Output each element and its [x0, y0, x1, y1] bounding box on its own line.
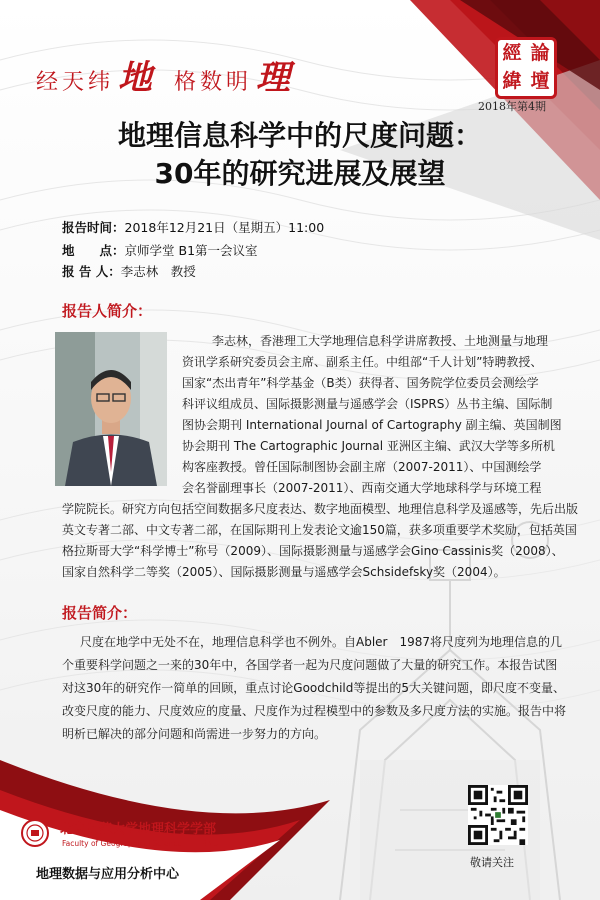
- slogan-part-1: 经天纬: [36, 70, 115, 95]
- speaker-photo: [55, 332, 167, 486]
- report-place: [62, 241, 258, 259]
- bio-line: 国家自然科学二等奖（2005）、国际摄影测量与遥感学会Schsidefsky奖（2004）。: [62, 565, 506, 579]
- report-speaker-label: 报 告 人：: [62, 264, 121, 279]
- abstract-line: 改变尺度的能力、尺度效应的度量、尺度作为过程模型中的参数及多尺度方法的实施。报告中将: [62, 704, 567, 718]
- school-name-en: Faculty of Geographical Science: [62, 839, 182, 848]
- qr-code[interactable]: [468, 785, 528, 845]
- seal-char: 緯: [502, 70, 522, 92]
- report-speaker: [62, 262, 196, 280]
- report-place-label: 地 点：: [62, 243, 125, 258]
- seal-char: 經: [502, 42, 522, 64]
- slogan-part-3: 格数明: [174, 70, 253, 95]
- seal-char: 論: [530, 42, 550, 64]
- abstract-line: 对这30年的研究作一简单的回顾，重点讨论Goodchild等提出的5大关键问题，即尺度不变量、: [62, 681, 565, 695]
- report-time: [62, 218, 324, 236]
- bio-line: 图协会期刊 International Journal of Cartography 副主编、英国制图: [182, 418, 562, 432]
- slogan-part-2: 地: [118, 58, 153, 98]
- bnu-emblem-icon: [20, 818, 50, 848]
- issue-number: 2018年第4期: [478, 100, 546, 113]
- slogan-part-4: 理: [256, 58, 291, 98]
- bio-line: 格拉斯哥大学“科学博士”称号（2009）、国际摄影测量与遥感学会Gino Cassinis奖（2008）、: [62, 544, 564, 558]
- bio-line: 会名誉副理事长（2007-2011）、西南交通大学地球科学与环境工程: [182, 481, 542, 495]
- bio-line: 学院院长。研究方向包括空间数据多尺度表达、数字地面模型、地理信息科学及遥感等，先后出版: [62, 502, 579, 516]
- bnu-abbrev: BNU: [202, 839, 219, 848]
- report-title-line-2: 30年的研究进展及展望: [154, 157, 446, 190]
- report-time-label: 报告时间：: [62, 220, 125, 235]
- forum-seal-logo: [495, 37, 557, 99]
- report-time-value: 2018年12月21日（星期五）11:00: [124, 220, 325, 235]
- qr-caption: 敬请关注: [470, 856, 514, 869]
- report-intro-heading: 报告简介：: [62, 604, 138, 622]
- seal-char: 壇: [530, 70, 550, 92]
- report-speaker-value: 李志林 教授: [120, 264, 196, 279]
- report-place-value: 京师学堂 B1第一会议室: [124, 243, 258, 258]
- data-center-name: 地理数据与应用分析中心: [36, 867, 180, 882]
- abstract-line: 尺度在地学中无处不在，地理信息科学也不例外。自Abler 1987将尺度列为地理信息的几: [80, 635, 563, 649]
- school-name-cn: 北京师范大学地理科学学部: [60, 822, 217, 837]
- abstract-line: 明析已解决的部分问题和尚需进一步努力的方向。: [62, 727, 327, 741]
- bio-line: 国家“杰出青年”科学基金（B类）获得者、国务院学位委员会测绘学: [182, 376, 539, 390]
- bio-line: 李志林，香港理工大学地理信息科学讲席教授、土地测量与地理: [212, 334, 549, 348]
- speaker-intro-heading: 报告人简介：: [62, 302, 153, 320]
- report-title-line-1: 地理信息科学中的尺度问题：: [117, 119, 482, 152]
- slogan: [36, 50, 290, 99]
- bio-line: 科评议组成员、国际摄影测量与遥感学会（ISPRS）丛书主编、国际制: [182, 397, 553, 411]
- bio-line: 构客座教授。曾任国际制图协会副主席（2007-2011）、中国测绘学: [182, 460, 542, 474]
- bio-line: 资讯学系研究委员会主席、副系主任。中组部“千人计划”特聘教授、: [182, 355, 543, 369]
- abstract-line: 个重要科学问题之一来的30年中，各国学者一起为尺度问题做了大量的研究工作。本报告试图: [62, 658, 558, 672]
- bio-line: 英文专著二部、中文专著二部，在国际期刊上发表论文逾150篇，获多项重要学术奖励，包括英国: [62, 523, 577, 537]
- bio-line: 协会期刊 The Cartographic Journal 亚洲区主编、武汉大学等多所机: [182, 439, 555, 453]
